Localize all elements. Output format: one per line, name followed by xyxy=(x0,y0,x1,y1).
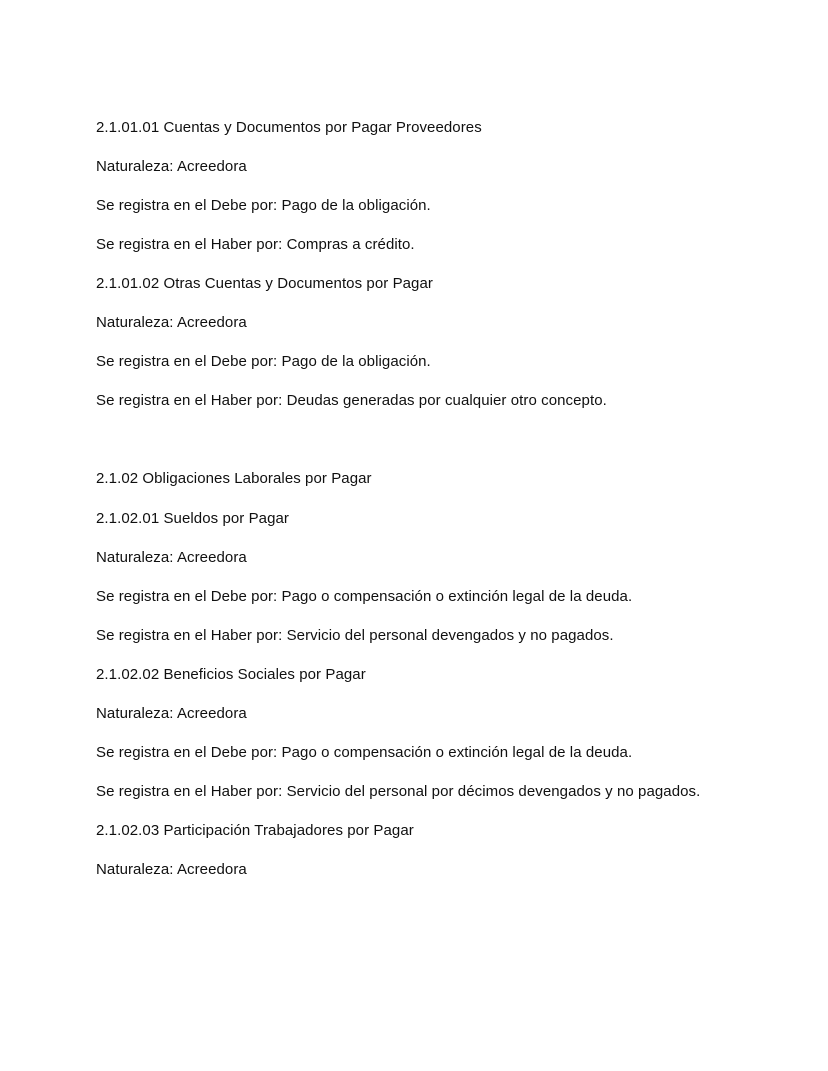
account-heading: 2.1.01.02 Otras Cuentas y Documentos por Pagar xyxy=(96,275,433,292)
account-debit-rule: Se registra en el Debe por: Pago de la obligación. xyxy=(96,353,431,370)
account-heading: 2.1.02.01 Sueldos por Pagar xyxy=(96,510,289,527)
account-nature: Naturaleza: Acreedora xyxy=(96,314,247,331)
account-nature: Naturaleza: Acreedora xyxy=(96,861,247,878)
account-nature: Naturaleza: Acreedora xyxy=(96,549,247,566)
account-block-2-1-02-02 xyxy=(96,665,732,801)
account-nature: Naturaleza: Acreedora xyxy=(96,158,247,175)
paragraph-spacer xyxy=(96,430,732,469)
document-body xyxy=(96,118,732,879)
account-heading: 2.1.01.01 Cuentas y Documentos por Pagar Proveedores xyxy=(96,119,482,136)
account-nature: Naturaleza: Acreedora xyxy=(96,705,247,722)
account-heading: 2.1.02.03 Participación Trabajadores por Pagar xyxy=(96,822,414,839)
account-heading: 2.1.02.02 Beneficios Sociales por Pagar xyxy=(96,666,366,683)
account-block-2-1-02-03 xyxy=(96,821,732,879)
account-credit-rule: Se registra en el Haber por: Compras a crédito. xyxy=(96,236,415,253)
account-credit-rule: Se registra en el Haber por: Deudas generadas por cualquier otro concepto. xyxy=(96,392,607,409)
account-block-2-1-01-02 xyxy=(96,274,732,410)
account-credit-rule: Se registra en el Haber por: Servicio del personal por décimos devengados y no pagados. xyxy=(96,783,701,800)
account-debit-rule: Se registra en el Debe por: Pago o compensación o extinción legal de la deuda. xyxy=(96,588,633,605)
account-block-2-1-01-01 xyxy=(96,118,732,254)
account-block-2-1-02 xyxy=(96,469,732,645)
account-credit-rule: Se registra en el Haber por: Servicio del personal devengados y no pagados. xyxy=(96,627,614,644)
account-group-heading: 2.1.02 Obligaciones Laborales por Pagar xyxy=(96,470,372,487)
account-debit-rule: Se registra en el Debe por: Pago de la obligación. xyxy=(96,197,431,214)
account-debit-rule: Se registra en el Debe por: Pago o compensación o extinción legal de la deuda. xyxy=(96,744,633,761)
